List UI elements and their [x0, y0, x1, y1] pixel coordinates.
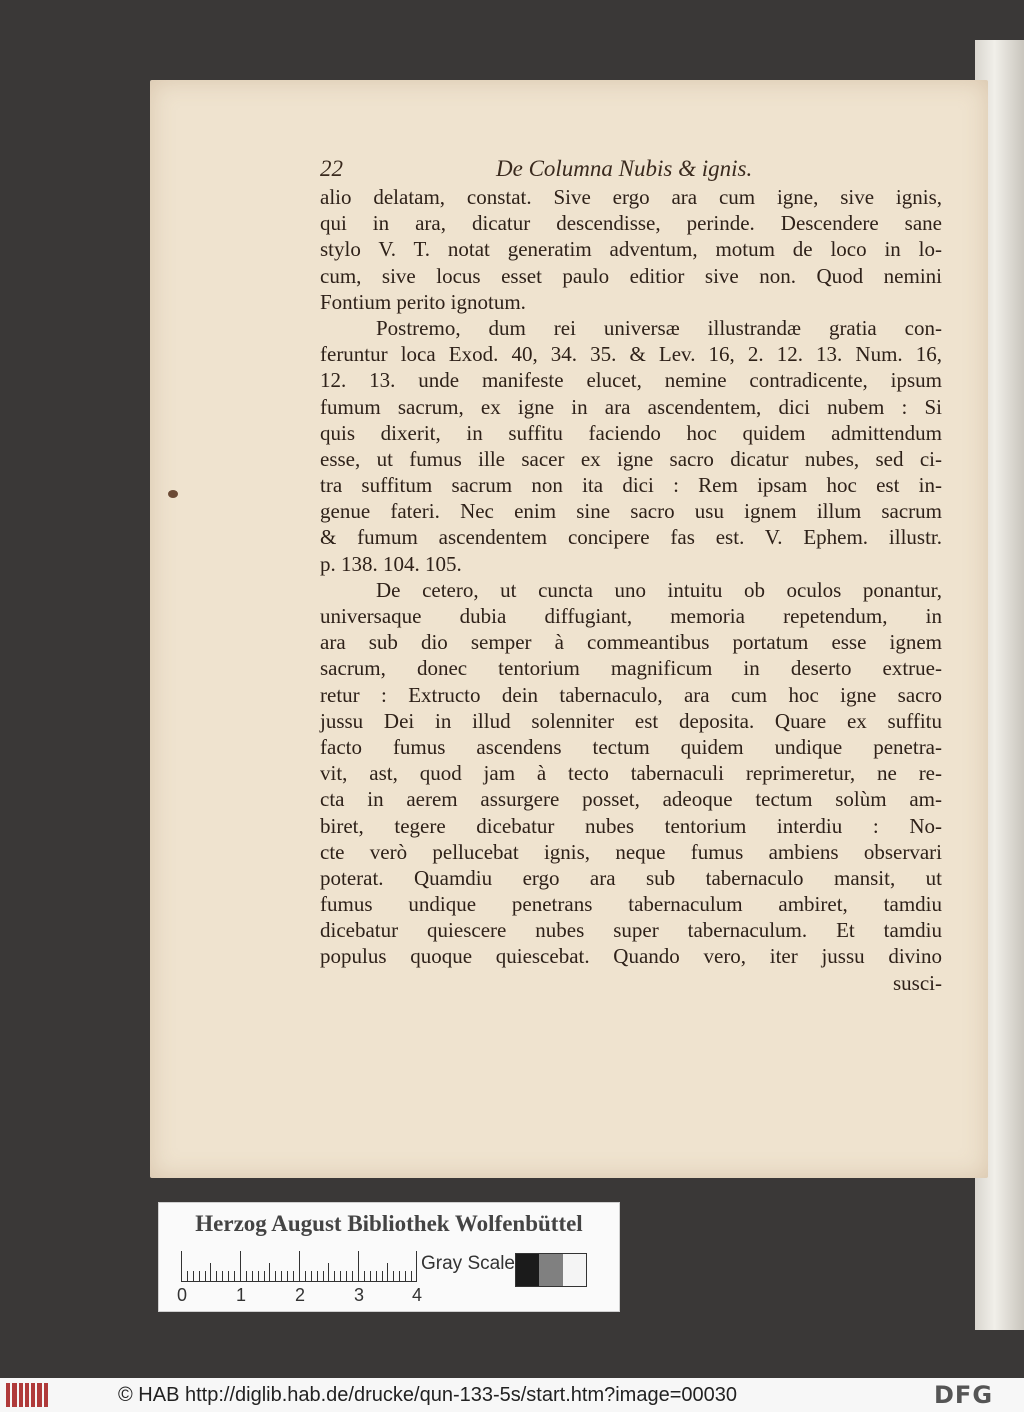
- ruler-tick-major: [416, 1251, 417, 1281]
- ruler-tick-minor: [234, 1271, 235, 1281]
- text-line: qui in ara, dicatur descendisse, perinde. Descendere sane: [320, 211, 942, 236]
- text-line: dicebatur quiescere nubes super tabernaculum. Et tamdiu: [320, 918, 942, 943]
- text-line: vit, ast, quod jam à tecto tabernaculi reprimeretur, ne re-: [320, 761, 942, 786]
- gray-scale-label: Gray Scale: [421, 1253, 515, 1274]
- ruler-tick-minor: [246, 1271, 247, 1281]
- running-title: De Columna Nubis & ignis.: [496, 156, 753, 181]
- text-line: De cetero, ut cuncta uno intuitu ob oculos ponantur,: [376, 577, 942, 602]
- ruler-tick-minor: [393, 1271, 394, 1281]
- text-line: cte verò pellucebat ignis, neque fumus ambiens observari: [320, 839, 942, 864]
- ruler-tick-minor: [334, 1271, 335, 1281]
- ruler-tick-minor: [216, 1271, 217, 1281]
- ruler-tick-minor: [258, 1271, 259, 1281]
- text-line: alio delatam, constat. Sive ergo ara cum igne, sive ignis,: [320, 185, 942, 209]
- ruler-tick-minor: [305, 1271, 306, 1281]
- ruler-number: 0: [177, 1285, 188, 1305]
- ruler-tick-minor: [382, 1271, 383, 1281]
- text-line: tra suffitum sacrum non ita dici : Rem ipsam hoc est in-: [320, 473, 942, 498]
- ruler-tick-minor: [275, 1271, 276, 1281]
- text-line: fumus undique penetrans tabernaculum ambiret, tamdiu: [320, 892, 942, 917]
- ruler-tick-minor: [376, 1271, 377, 1281]
- text-line: esse, ut fumus ille sacer ex igne sacro dicatur nubes, sed ci-: [320, 446, 942, 471]
- scale-ruler: [181, 1251, 417, 1282]
- library-name: Herzog August Bibliothek Wolfenbüttel: [195, 1211, 583, 1236]
- ruler-tick-minor: [205, 1271, 206, 1281]
- ruler-tick-minor: [364, 1271, 365, 1281]
- ruler-tick-mid: [210, 1263, 211, 1281]
- ruler-tick-minor: [346, 1271, 347, 1281]
- ruler-tick-minor: [264, 1271, 265, 1281]
- text-line: poterat. Quamdiu ergo ara sub tabernaculo mansit, ut: [320, 865, 942, 890]
- ruler-tick-minor: [317, 1271, 318, 1281]
- text-line: retur : Extructo dein tabernaculo, ara cum hoc igne sacro: [320, 682, 942, 707]
- text-line: cum, sive locus esset paulo editior sive non. Quod nemini: [320, 263, 942, 288]
- catchword: susci-: [893, 970, 942, 995]
- ruler-tick-minor: [281, 1271, 282, 1281]
- ruler-tick-minor: [287, 1271, 288, 1281]
- text-line: quis dixerit, in suffitu faciendo hoc quidem admittendum: [320, 420, 942, 445]
- text-line: genue fateri. Nec enim sine sacro usu ignem illum sacrum: [320, 499, 942, 524]
- ruler-tick-major: [181, 1251, 182, 1281]
- text-line: feruntur loca Exod. 40, 34. 35. & Lev. 16, 2. 12. 13. Num. 16,: [320, 342, 942, 367]
- text-line: jussu Dei in illud solenniter est deposita. Quare ex suffitu: [320, 708, 942, 733]
- ruler-tick-minor: [340, 1271, 341, 1281]
- text-line: populus quoque quiescebat. Quando vero, iter jussu divino: [320, 944, 942, 969]
- body-text: [320, 184, 942, 996]
- ruler-number: 4: [412, 1285, 423, 1305]
- text-line: facto fumus ascendens tectum quidem undique penetra-: [320, 734, 942, 759]
- text-line: & fumum ascendentem concipere fas est. V. Ephem. illustr.: [320, 525, 942, 550]
- ruler-tick-minor: [293, 1271, 294, 1281]
- text-line: biret, tegere dicebatur nubes tentorium interdiu : No-: [320, 813, 942, 838]
- ruler-tick-minor: [411, 1271, 412, 1281]
- footer-bar: [0, 1378, 1024, 1412]
- ruler-tick-mid: [269, 1263, 270, 1281]
- swatch-gray: [539, 1254, 562, 1286]
- ruler-tick-minor: [352, 1271, 353, 1281]
- text-line: cta in aerem assurgere posset, adeoque tectum solùm am-: [320, 787, 942, 812]
- text-line: fumum sacrum, ex igne in ara ascendentem, dici nubem : Si: [320, 394, 942, 419]
- gray-scale-swatch: [515, 1253, 587, 1287]
- text-line: p. 138. 104. 105.: [320, 551, 462, 576]
- ruler-tick-minor: [228, 1271, 229, 1281]
- ruler-tick-major: [299, 1251, 300, 1281]
- hab-logo-icon: [6, 1383, 48, 1407]
- ruler-tick-minor: [323, 1271, 324, 1281]
- copyright-url[interactable]: © HAB http://diglib.hab.de/drucke/qun-133-5s/start.htm?image=00030: [118, 1384, 737, 1406]
- ruler-tick-minor: [187, 1271, 188, 1281]
- ruler-tick-minor: [199, 1271, 200, 1281]
- ruler-tick-major: [240, 1251, 241, 1281]
- ruler-tick-mid: [328, 1263, 329, 1281]
- text-line: universaque dubia diffugiant, memoria repetendum, in: [320, 604, 942, 628]
- ink-smudge: [168, 490, 178, 498]
- text-line: Postremo, dum rei universæ illustrandæ gratia con-: [376, 315, 942, 340]
- ruler-tick-minor: [405, 1271, 406, 1281]
- ruler-number: 3: [354, 1285, 365, 1305]
- text-line: ara sub dio semper à commeantibus portatum esse ignem: [320, 630, 942, 655]
- text-line: sacrum, donec tentorium magnificum in deserto extrue-: [320, 656, 942, 681]
- ruler-tick-minor: [311, 1271, 312, 1281]
- text-line: stylo V. T. notat generatim adventum, motum de loco in lo-: [320, 237, 942, 262]
- ruler-tick-minor: [193, 1271, 194, 1281]
- text-line: 12. 13. unde manifeste elucet, nemine contradicente, ipsum: [320, 368, 942, 393]
- page-number: 22: [320, 156, 343, 181]
- page-header: [320, 156, 950, 184]
- ruler-tick-mid: [387, 1263, 388, 1281]
- ruler-tick-minor: [399, 1271, 400, 1281]
- ruler-number: 1: [236, 1285, 247, 1305]
- ruler-tick-major: [358, 1251, 359, 1281]
- ruler-number: 2: [295, 1285, 306, 1305]
- ruler-tick-minor: [222, 1271, 223, 1281]
- swatch-black: [516, 1254, 539, 1286]
- color-calibration-target: [158, 1202, 620, 1312]
- ruler-tick-minor: [370, 1271, 371, 1281]
- ruler-tick-minor: [252, 1271, 253, 1281]
- text-line: Fontium perito ignotum.: [320, 289, 526, 314]
- swatch-white: [563, 1254, 586, 1286]
- dfg-logo: DFG: [934, 1381, 994, 1409]
